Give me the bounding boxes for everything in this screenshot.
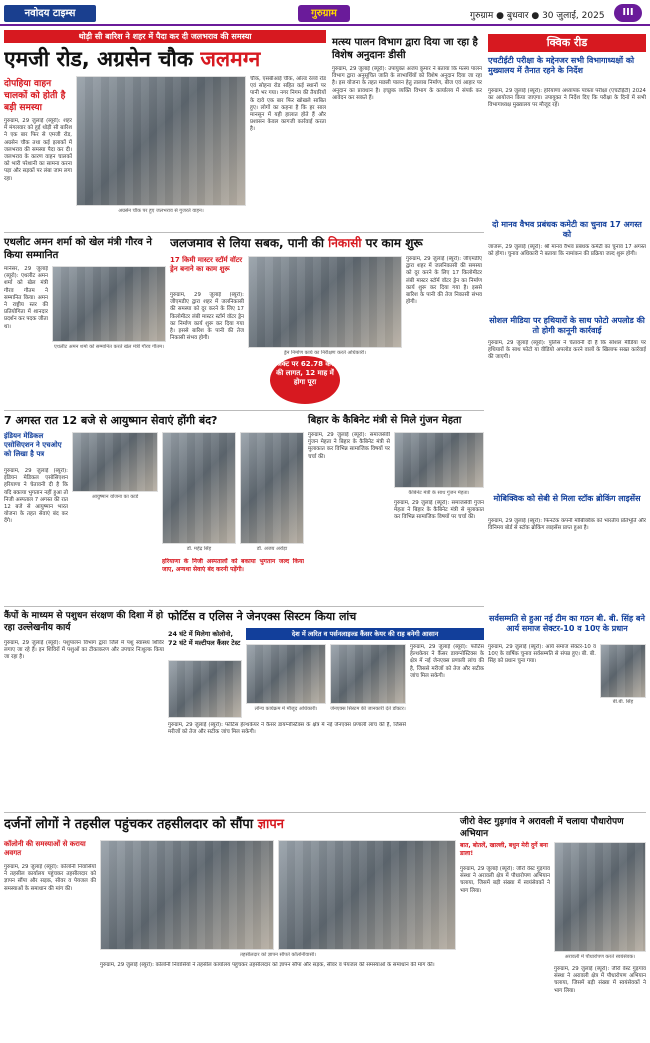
quick-headline-4: मोबिक्विक को सेबी से मिला स्टॉक ब्रोकिंग लाइसेंस — [493, 494, 641, 503]
aravali-body-text-2: गुरुग्राम, 29 जुलाई (ब्यूरो): जीरो वेस्ट गुड़गांव संस्था ने अरावली क्षेत्र में पौधारोपण अभियान चलाया, जिसमें बड़ी संख्या में स्वयंसेवकों ने भाग लिया। — [554, 966, 646, 994]
tehsil-photo-1 — [100, 840, 274, 950]
dateline: गुरुग्राम ● बुधवार ● 30 जुलाई, 2025 — [470, 11, 605, 21]
divider — [4, 410, 484, 411]
quick-photo-5-caption: बी.बी. सिंह — [612, 699, 634, 705]
aravali-headline: जीरो वेस्ट गुड़गांव ने अरावली में चलाया पौधारोपण अभियान — [460, 817, 624, 839]
fish-body-text: गुरुग्राम, 29 जुलाई (ब्यूरो): उपायुक्त अजय कुमार ने बताया कि मत्स्य पालन विभाग द्वारा अनुसूचित जाति के लाभार्थियों को विशेष अनुदान दिया जा रहा है। इस योजना के तहत मछली पालन हेतु तालाब निर्माण, बीज एवं आहार पर अनुदान का प्रावधान है। इच्छुक व्यक्ति विभाग के कार्यालय में संपर्क कर आवेदन कर सकते हैं। — [332, 66, 482, 101]
quick-headline-1: एचटीईटी परीक्षा के मद्देनजर सभी विभागाध्यक्षों को मुख्यालय में तैनात रहने के निर्देश — [488, 56, 635, 75]
divider — [4, 812, 646, 813]
quick-photo-5 — [600, 644, 646, 698]
ayushman-body-text: गुरुग्राम, 29 जुलाई (ब्यूरो): इंडियन मेडिकल एसोसिएशन हरियाणा ने चेतावनी दी है कि यदि बकाया भुगतान नहीं हुआ तो निजी अस्पताल 7 अगस्त की रात 12 बजे से आयुष्मान भारत योजना के तहत सेवाएं बंद कर देंगे। — [4, 468, 68, 525]
fortis-photo-2-caption: लॉन्च कार्यक्रम में मौजूद अधिकारी। — [254, 706, 318, 712]
quick-body-3: गुरुग्राम, 29 जुलाई (ब्यूरो): पुलिस ने चेतावनी दी है कि सोशल मीडिया पर हथियारों के साथ फोटो या वीडियो अपलोड करने वालों के खिलाफ सख्त कार्रवाई की जाएगी। — [488, 340, 646, 361]
quick-body-2: जाजरू, 29 जुलाई (ब्यूरो): श्री मानव वैभव प्रबंधक कमेटी का चुनाव 17 अगस्त को होगा। चुनाव अधिकारी ने बताया कि नामांकन की प्रक्रिया जल्द शुरू होगी। — [488, 244, 646, 258]
fortis-strap: देश में त्वरित व पर्सनलाइज्ड कैंसर केयर की राह बनेगी आसान — [246, 628, 484, 640]
bihar-photo-caption: कैबिनेट मंत्री के साथ गुंजन मेहता। — [408, 490, 470, 496]
water-photo-caption: ड्रेन निर्माण कार्य का निरीक्षण करते अधिकारी। — [283, 350, 367, 356]
tehsil-body-text: गुरुग्राम, 29 जुलाई (ब्यूरो): कॉलोनी निवासियों ने तहसील कार्यालय पहुंचकर तहसीलदार को ज्ञापन सौंपा और सड़क, सीवर व पेयजल की समस्याओं के समाधान की मांग की। — [4, 864, 96, 892]
lead-photo — [76, 76, 246, 206]
lead-headline: एमजी रोड, अग्रसेन चौक जलमग्न — [4, 47, 261, 71]
lead-side-text: गुरुग्राम, 29 जुलाई (ब्यूरो): शहर में मंगलवार को हुई थोड़ी सी बारिश ने एक बार फिर से एमजी रोड, अग्रसेन चौक तथा कई इलाकों में जलभराव की समस्या पैदा कर दी। जलभराव के कारण वाहन चालकों को भारी परेशानी का सामना करना पड़ा और सड़कों पर लंबा जाम लगा रहा। — [4, 118, 72, 182]
bihar-body-text: गुरुग्राम, 29 जुलाई (ब्यूरो): समाजसेवी गुंजन मेहता ने बिहार के कैबिनेट मंत्री से मुलाकात कर विभिन्न सामाजिक विषयों पर चर्चा की। — [308, 432, 390, 460]
water-body-text-2: गुरुग्राम, 29 जुलाई (ब्यूरो): जीएमडीए द्वारा शहर में जलनिकासी की समस्या को दूर करने के लिए 17 किलोमीटर लंबी मास्टर स्टॉर्म वॉटर ड्रेन का निर्माण कार्य शुरू कर दिया गया है। इससे बारिश के पानी की तेज निकासी संभव होगी। — [406, 256, 482, 306]
bihar-body-text-2: गुरुग्राम, 29 जुलाई (ब्यूरो): समाजसेवी गुंजन मेहता ने बिहार के कैबिनेट मंत्री से मुलाकात कर विभिन्न सामाजिक विषयों पर चर्चा की। — [394, 500, 484, 521]
quick-headline-3: सोशल मीडिया पर हथियारों के साथ फोटो अपलोड की तो होगी कानूनी कार्रवाई — [489, 316, 645, 335]
ayushman-kicker: इंडियन मेडिकल एसोसिएशन ने एचओए को लिखा है पत्र — [4, 432, 62, 458]
bihar-photo — [394, 432, 484, 488]
tehsil-headline: दर्जनों लोगों ने तहसील पहुंचकर तहसीलदार को सौंपा ज्ञापन — [4, 817, 284, 832]
section-title: गुरुग्राम — [298, 5, 350, 22]
fortis-photo-1 — [168, 660, 242, 718]
fortis-photo-3-caption: जेनएक्स सिस्टम की जानकारी देते डॉक्टर। — [330, 706, 406, 712]
water-headline: जलजमाव से लिया सबक, पानी की निकासी पर काम शुरू — [170, 236, 423, 250]
athlete-photo-caption: एथलीट अमन शर्मा को सम्मानित करते खेल मंत्री गौरव गौतम। — [54, 344, 164, 350]
tehsil-photo-caption: तहसीलदार को ज्ञापन सौंपते कॉलोनीवासी। — [239, 952, 317, 958]
lead-body-text: चौक, एसबीआई चौक, ओल्ड रेलवे रोड एवं सोहना रोड सहित कई स्थानों पर पानी भर गया। नगर निगम की तैयारियों के दावे एक बार फिर खोखले साबित हुए। लोगों का कहना है कि हर साल मानसून में यही हालात होते हैं और प्रशासन केवल कागजी कार्रवाई करता है। — [250, 76, 326, 133]
ayushman-portrait-caption-2: डॉ. अजय अरोड़ा — [256, 546, 288, 552]
fortis-photo-3 — [330, 644, 406, 704]
quick-read-label: क्विक रीड — [488, 34, 646, 52]
water-subhead: 17 किमी मास्टर स्टॉर्म वॉटर ड्रेन बनाने का काम शुरू — [170, 256, 243, 273]
ayushman-portrait-photo-2 — [240, 432, 304, 544]
cattle-headline: कैंपों के माध्यम से पशुधन संरक्षण की दिशा में हो रहा उल्लेखनीय कार्य — [4, 611, 164, 633]
tehsil-photo-2 — [278, 840, 456, 950]
athlete-headline: एथलीट अमन शर्मा को खेल मंत्री गौरव ने किया सम्मानित — [4, 237, 152, 261]
fortis-body-text: गुरुग्राम, 29 जुलाई (ब्यूरो): फोर्टिस हेल्थकेयर ने कैंसर डायग्नोस्टिक्स के क्षेत्र में नई जेनएक्स प्रणाली लांच की है, जिससे मरीजों को तेज और सटीक जांच मिल सकेगी। — [410, 644, 484, 679]
lead-strap: थोड़ी सी बारिश ने शहर में पैदा कर दी जलभराव की समस्या — [4, 30, 326, 43]
quick-body-4: गुरुग्राम, 29 जुलाई (ब्यूरो): फिनटेक कंपनी मोबिक्विक को भारतीय प्रतिभूति और विनिमय बोर्ड से स्टॉक ब्रोकिंग लाइसेंस प्राप्त हुआ है। — [488, 518, 646, 532]
cattle-body-text: गुरुग्राम, 29 जुलाई (ब्यूरो): पशुपालन विभाग द्वारा जिले में पशु स्वास्थ्य शिविर लगाए जा रहे हैं। इन शिविरों में पशुओं का टीकाकरण और उपचार निःशुल्क किया जा रहा है। — [4, 640, 164, 661]
aravali-body-text: गुरुग्राम, 29 जुलाई (ब्यूरो): जीरो वेस्ट गुड़गांव संस्था ने अरावली क्षेत्र में पौधारोपण अभियान चलाया, जिसमें बड़ी संख्या में स्वयंसेवकों ने भाग लिया। — [460, 866, 550, 894]
aravali-photo-caption: अरावली में पौधारोपण करते स्वयंसेवक। — [564, 954, 636, 960]
fortis-sidebar: 24 घंटे में मिलेगा कोलोनो, 72 घंटे में मल्टीपल कैंसर टेस्ट — [168, 630, 241, 647]
quick-body-1: गुरुग्राम, 29 जुलाई (ब्यूरो): हरियाणा अध्यापक पात्रता परीक्षा (एचटीईटी) 2024 का आयोजन किया जाएगा। उपायुक्त ने निर्देश दिए कि परीक्षा के दिनों में सभी विभागाध्यक्ष मुख्यालय पर मौजूद रहें। — [488, 88, 646, 109]
brand-logo: नवोदय टाइम्स — [4, 5, 96, 22]
divider — [4, 232, 484, 233]
aravali-photo — [554, 842, 646, 952]
quick-body-5: गुरुग्राम, 29 जुलाई (ब्यूरो): आर्य समाज सेक्टर-10 व 10ए के वार्षिक चुनाव सर्वसम्मति से संपन्न हुए। बी. बी. सिंह को प्रधान चुना गया। — [488, 644, 596, 665]
divider — [4, 606, 484, 607]
fortis-photo-2 — [246, 644, 326, 704]
aravali-kicker: बात, बोतलें, खाल्ली, बधुन मेरी दुर्गे बना डाला! — [460, 842, 548, 857]
quick-headline-2: दो मानव वैभव प्रबंधक कमेटी का चुनाव 17 अगस्त को — [492, 220, 642, 239]
quick-headline-5: सर्वसम्मति से हुआ नई टीम का गठन बी. बी. सिंह बने आर्य समाज सेक्टर-10 व 10ए के प्रधान — [489, 614, 645, 633]
ayushman-card-caption: आयुष्मान योजना का कार्ड — [91, 494, 139, 500]
ayushman-headline: 7 अगस्त रात 12 बजे से आयुष्मान सेवाएं होंगी बंद? — [4, 414, 218, 427]
athlete-body-text: मानेसर, 29 जुलाई (ब्यूरो): एथलीट अमन शर्मा को खेल मंत्री गौरव गौतम ने सम्मानित किया। अमन ने राष्ट्रीय स्तर की प्रतियोगिता में शानदार प्रदर्शन कर पदक जीता था। — [4, 266, 48, 330]
athlete-photo — [52, 266, 166, 342]
tehsil-sidebar: कॉलोनी की समस्याओं से कराया अवगत — [4, 840, 86, 857]
lead-side-headline: दोपहिया वाहन चालकों को होती है बड़ी समस्या — [4, 79, 66, 113]
ayushman-card-photo — [72, 432, 158, 492]
ayushman-quote: हरियाणा के निजी अस्पतालों को बकाया भुगतान जल्द किया जाए, अन्यथा सेवाएं बंद करनी पड़ेंगी। — [162, 558, 304, 573]
bihar-headline: बिहार के कैबिनेट मंत्री से मिले गुंजन मेहता — [308, 415, 462, 426]
fish-headline: मत्स्य पालन विभाग द्वारा दिया जा रहा है विशेष अनुदानः डीसी — [332, 37, 478, 61]
lead-photo-caption: अग्रसेन चौक पर हुए जलभराव से गुजरते वाहन। — [118, 208, 204, 214]
fortis-body-text-2: गुरुग्राम, 29 जुलाई (ब्यूरो): फोर्टिस हेल्थकेयर ने कैंसर डायग्नोस्टिक्स के क्षेत्र में नई जेनएक्स प्रणाली लांच की है, जिससे मरीजों को तेज और सटीक जांच मिल सकेगी। — [168, 722, 406, 736]
water-photo — [248, 256, 402, 348]
fortis-headline: फोर्टिस व एलिस ने जेनएक्स सिस्टम किया लांच — [168, 610, 357, 623]
water-body-text: गुरुग्राम, 29 जुलाई (ब्यूरो): जीएमडीए द्वारा शहर में जलनिकासी की समस्या को दूर करने के लिए 17 किलोमीटर लंबी मास्टर स्टॉर्म वॉटर ड्रेन का निर्माण कार्य शुरू कर दिया गया है। इससे बारिश के पानी की तेज निकासी संभव होगी। — [170, 292, 244, 342]
water-project-box: प्रोजेक्ट पर 62.78 करोड़ की लागत, 12 माह में होगा पूरा — [270, 356, 340, 404]
page-number: III — [614, 4, 642, 22]
ayushman-portrait-caption: डॉ. महेंद्र सिंह — [186, 546, 212, 552]
ayushman-portrait-photo — [162, 432, 236, 544]
tehsil-body-text-2: गुरुग्राम, 29 जुलाई (ब्यूरो): कॉलोनी निवासियों ने तहसील कार्यालय पहुंचकर तहसीलदार को ज्ञापन सौंपा और सड़क, सीवर व पेयजल की समस्याओं के समाधान की मांग की। — [100, 962, 435, 968]
